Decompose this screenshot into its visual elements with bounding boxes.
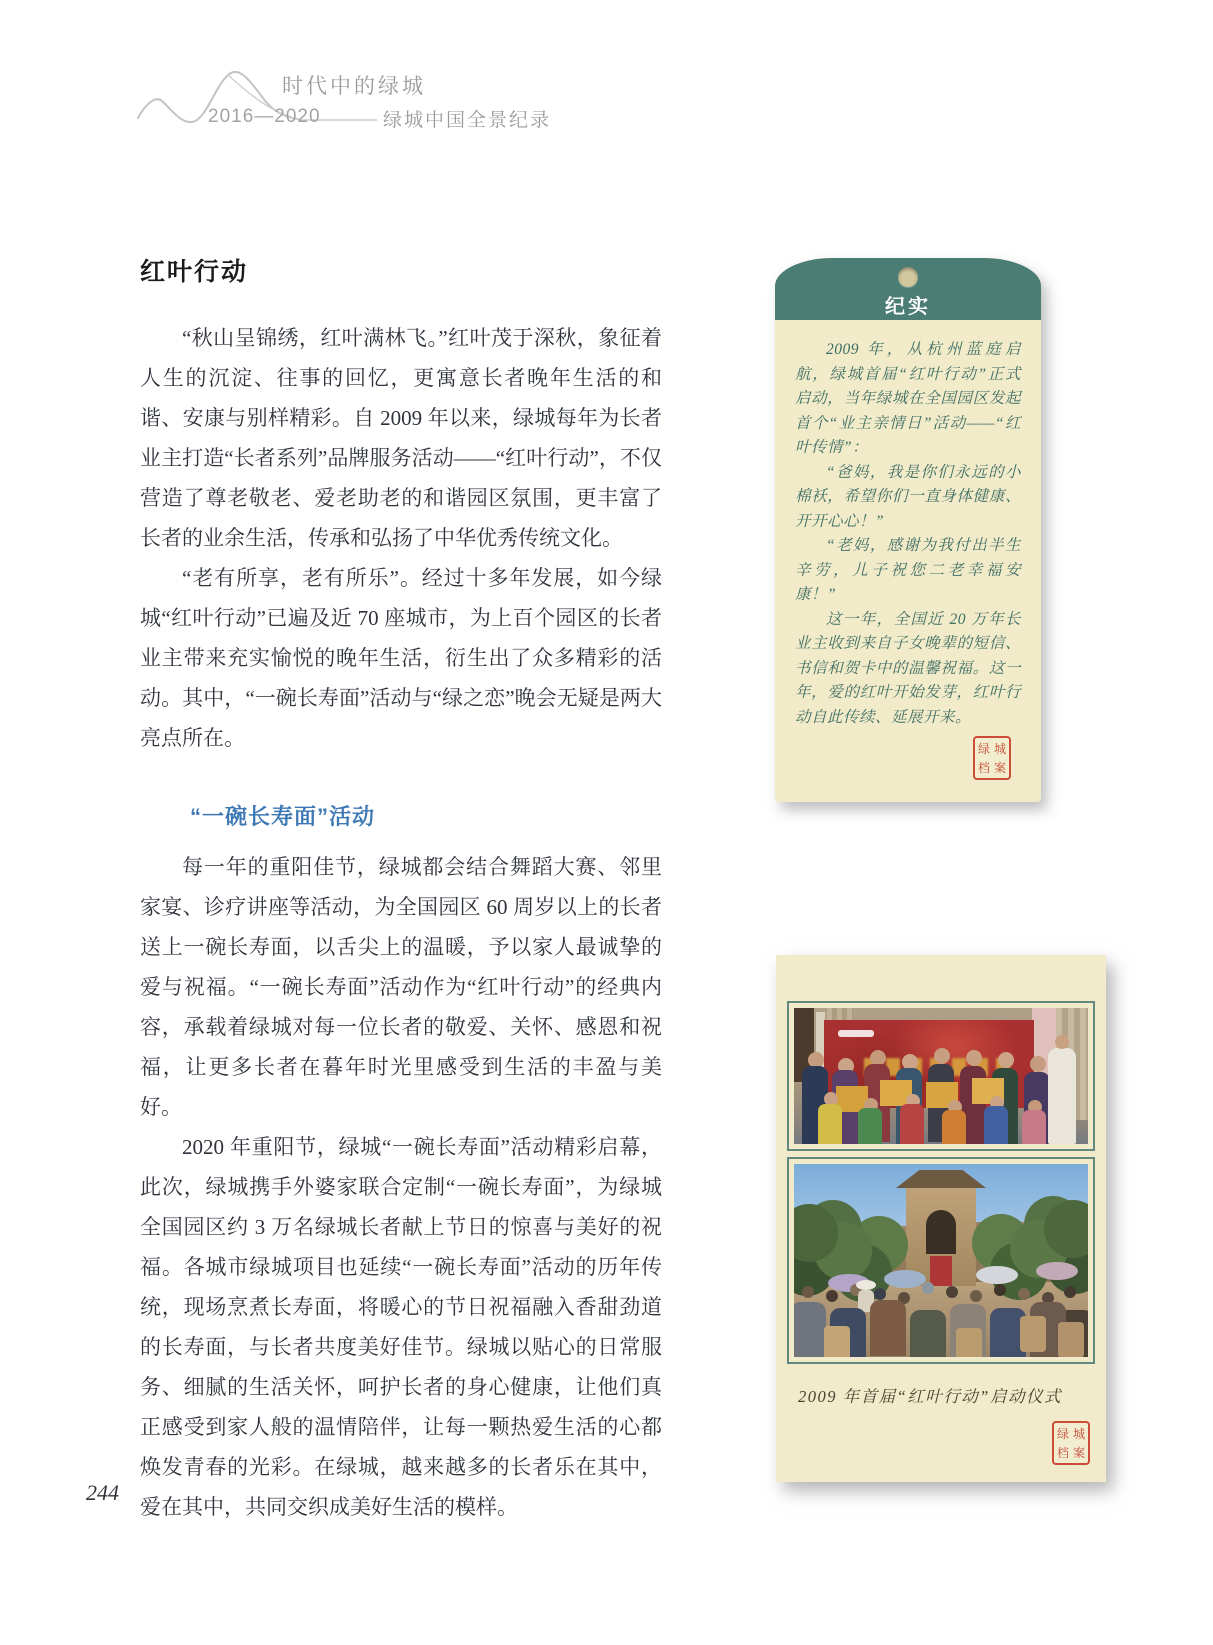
record-card-body bbox=[775, 320, 1041, 802]
article-column bbox=[140, 252, 662, 1527]
photo2-chairs bbox=[1020, 1316, 1046, 1352]
seal-char: 城 bbox=[993, 741, 1006, 756]
seal-char: 绿 bbox=[1056, 1426, 1069, 1441]
article-title: 红叶行动 bbox=[140, 258, 249, 286]
photo-frame bbox=[787, 1157, 1095, 1364]
book-subtitle: 绿城中国全景纪录 bbox=[383, 110, 552, 131]
seal-char: 档 bbox=[1056, 1445, 1069, 1460]
record-paragraph: “爸妈，我是你们永远的小棉袄，希望你们一直身体健康、开开心心！” bbox=[795, 463, 1021, 530]
tag-hole-icon bbox=[898, 267, 918, 287]
section-title: “一碗长寿面”活动 bbox=[190, 804, 376, 829]
section-paragraph: 2020 年重阳节，绿城“一碗长寿面”活动精彩启幕，此次，绿城携手外婆家联合定制“一碗长寿面”，为绿城全国园区约 3 万名绿城长者献上节日的惊喜与美好的祝福。各城市绿城项目也延续“一碗长寿面”活动的历年传统，现场烹煮长寿面，将暖心的节日祝福融入香甜劲道的长寿面，与长者共度美好佳节。绿城以贴心的日常服务、细腻的生活关怀，呵护长者的身心健康，让他们真正感受到家人般的温情陪伴，让每一颗热爱生活的心都焕发青春的光彩。在绿城，越来越多的长者乐在其中，爱在其中，共同交织成美好生活的模样。 bbox=[140, 1135, 662, 1519]
photo-caption: 2009 年首届“红叶行动”启动仪式 bbox=[798, 1387, 1062, 1406]
photo2-crowd-figures bbox=[794, 1302, 826, 1357]
book-years: 2016—2020 bbox=[208, 106, 321, 127]
section-paragraph: 每一年的重阳佳节，绿城都会结合舞蹈大赛、邻里家宴、诊疗讲座等活动，为全国园区 60 周岁以上的长者送上一碗长寿面，以舌尖上的温暖，予以家人最诚挚的爱与祝福。“一碗长寿面”活动作为“红叶行动”的经典内容，承载着绿城对每一位长者的敬爱、关怀、感恩和祝福，让更多长者在暮年时光里感受到生活的丰盈与美好。 bbox=[140, 855, 662, 1119]
photo2-white-hat bbox=[856, 1280, 876, 1290]
record-card-header bbox=[775, 258, 1041, 320]
photo-launch-event bbox=[794, 1164, 1088, 1357]
seal-char: 案 bbox=[993, 760, 1006, 775]
photo2-red-door bbox=[930, 1256, 952, 1286]
seal-char: 案 bbox=[1072, 1445, 1085, 1460]
archive-seal-icon bbox=[1052, 1421, 1090, 1465]
record-paragraph: “老妈，感谢为我付出半生辛劳，儿子祝您二老幸福安康！” bbox=[795, 537, 1021, 603]
seal-char: 档 bbox=[977, 760, 990, 775]
book-title: 时代中的绿城 bbox=[282, 75, 426, 98]
photo-panel bbox=[776, 955, 1106, 1482]
photo1-red-banner bbox=[824, 1020, 1034, 1108]
article-paragraph: “秋山呈锦绣，红叶满林飞。”红叶茂于深秋，象征着人生的沉淀、往事的回忆，更寓意长者晚年生活的和谐、安康与别样精彩。自 2009 年以来，绿城每年为长者业主打造“长者系列”品牌服务活动——“红叶行动”，不仅营造了尊老敬老、爱老助老的和谐园区氛围，更丰富了长者的业余生活，传承和弘扬了中华优秀传统文化。 bbox=[140, 326, 662, 550]
record-card-label: 纪实 bbox=[885, 296, 931, 318]
article-paragraph: “老有所享，老有所乐”。经过十多年发展，如今绿城“红叶行动”已遍及近 70 座城市，为上百个园区的长者业主带来充实愉悦的晚年生活，衍生出了众多精彩的活动。其中，“一碗长寿面”活动与“绿之恋”晚会无疑是两大亮点所在。 bbox=[140, 566, 662, 750]
photo2-crowd-heads bbox=[802, 1286, 814, 1298]
seal-char: 绿 bbox=[977, 741, 990, 756]
photo1-host-figure bbox=[1048, 1048, 1076, 1144]
photo-group-ceremony bbox=[794, 1008, 1088, 1144]
photo-frame bbox=[787, 1001, 1095, 1151]
seal-char: 城 bbox=[1072, 1426, 1085, 1441]
photo1-gift-boxes bbox=[880, 1080, 912, 1106]
page-number: 244 bbox=[86, 1480, 119, 1505]
record-paragraph: 这一年，全国近 20 万年长业主收到来自子女晚辈的短信、书信和贺卡中的温馨祝福。这一年，爱的红叶开始发芽，红叶行动自此传续、延展开来。 bbox=[795, 610, 1021, 726]
record-paragraph: 2009 年，从杭州蓝庭启航，绿城首届“红叶行动”正式启动，当年绿城在全国园区发起首个“业主亲情日”活动——“红叶传情”： bbox=[795, 341, 1021, 456]
photo1-child-figures bbox=[818, 1104, 842, 1144]
archive-seal-icon bbox=[973, 736, 1011, 780]
record-tag-card bbox=[775, 258, 1041, 802]
